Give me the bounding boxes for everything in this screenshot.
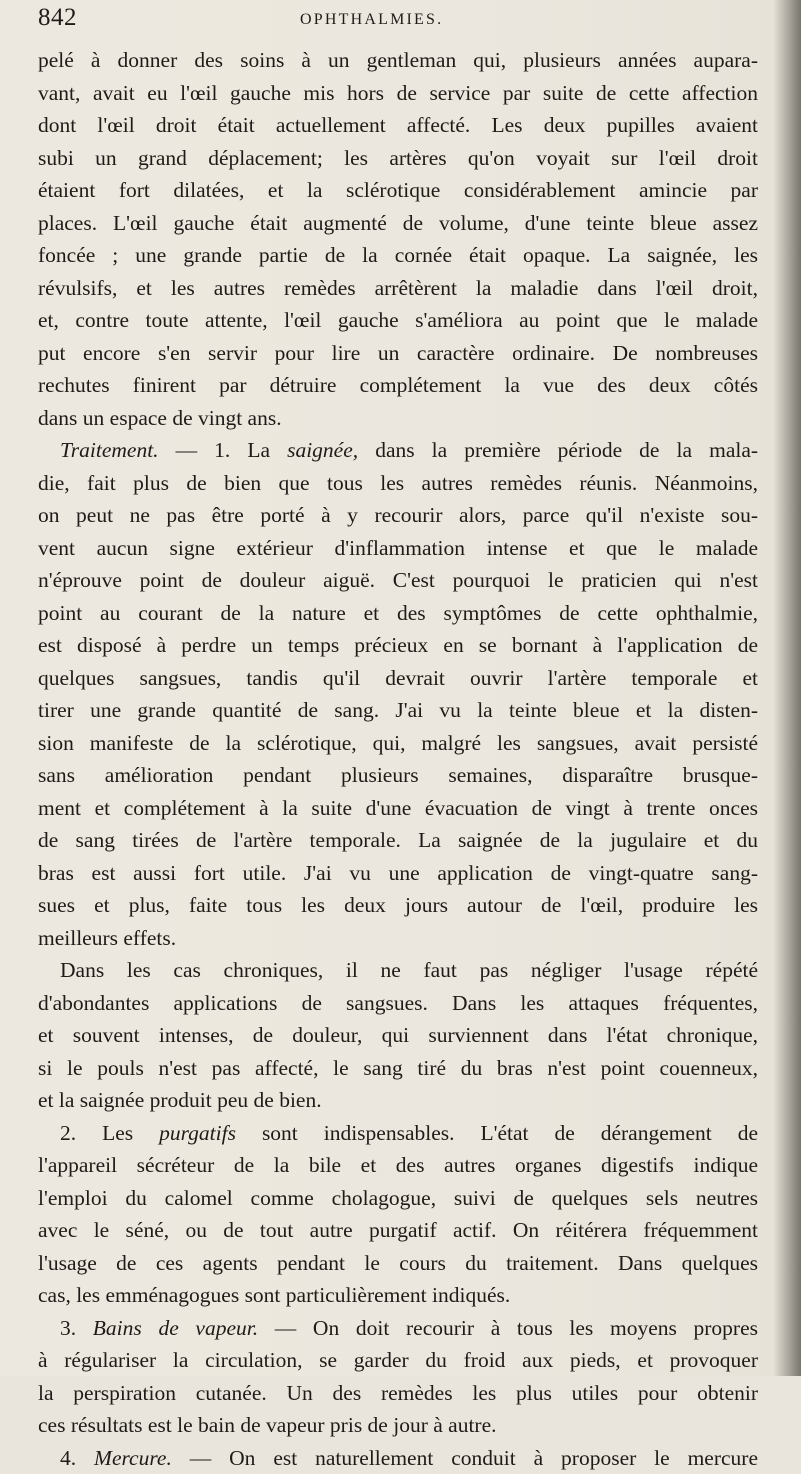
text-line: la perspiration cutanée. Un des remèdes les plus utiles pour obtenir (38, 1377, 758, 1410)
text-line: meilleurs effets. (38, 922, 758, 955)
text-line: avec le séné, ou de tout autre purgatif actif. On réitérera fréquemment (38, 1214, 758, 1247)
text-line: dont l'œil droit était actuellement affecté. Les deux pupilles avaient (38, 109, 758, 142)
text-line: Dans les cas chroniques, il ne faut pas négliger l'usage répété (38, 954, 758, 987)
text-line: vant, avait eu l'œil gauche mis hors de service par suite de cette affection (38, 77, 758, 110)
page-edge-shadow (773, 0, 801, 1376)
saignee-term: saignée, (287, 438, 358, 462)
mercure-term: Mercure. (94, 1446, 172, 1470)
text-line: places. L'œil gauche était augmenté de volume, d'une teinte bleue assez (38, 207, 758, 240)
text-line: dans un espace de vingt ans. (38, 402, 758, 435)
mercure-number: 4. (60, 1446, 76, 1470)
text-line: tirer une grande quantité de sang. J'ai vu la teinte bleue et la disten- (38, 694, 758, 727)
bains-term: Bains de vapeur. (93, 1316, 258, 1340)
text-line: put encore s'en servir pour lire un caractère ordinaire. De nombreuses (38, 337, 758, 370)
page-number: 842 (38, 4, 77, 32)
text-line: sues et plus, faite tous les deux jours autour de l'œil, produire les (38, 889, 758, 922)
body-text (38, 44, 758, 1474)
traitement-first-line: Traitement. — 1. La saignée, dans la première période de la mala- (38, 434, 758, 467)
text-line: ment et complétement à la suite d'une évacuation de vingt à trente onces (38, 792, 758, 825)
text-line: die, fait plus de bien que tous les autres remèdes réunis. Néanmoins, (38, 467, 758, 500)
text-line: sans amélioration pendant plusieurs semaines, disparaître brusque- (38, 759, 758, 792)
text-line: cas, les emménagogues sont particulièrement indiqués. (38, 1279, 758, 1312)
mercure-first-line (38, 1442, 758, 1474)
traitement-number: — 1. (176, 438, 231, 462)
text-line: vent aucun signe extérieur d'inflammation intense et que le malade (38, 532, 758, 565)
bains-number: 3. (60, 1316, 76, 1340)
text-line: l'appareil sécréteur de la bile et des autres organes digestifs indique (38, 1149, 758, 1182)
text-line: point au courant de la nature et des symptômes de cette ophthalmie, (38, 597, 758, 630)
text-line: si le pouls n'est pas affecté, le sang tiré du bras n'est point couenneux, (38, 1052, 758, 1085)
text-line: à régulariser la circulation, se garder du froid aux pieds, et provoquer (38, 1344, 758, 1377)
purgatifs-term: purgatifs (159, 1121, 236, 1145)
text-line: d'abondantes applications de sangsues. Dans les attaques fréquentes, (38, 987, 758, 1020)
page-header (38, 4, 761, 38)
bains-first-line (38, 1312, 758, 1345)
text-line: quelques sangsues, tandis qu'il devrait ouvrir l'artère temporale et (38, 662, 758, 695)
text-line: pelé à donner des soins à un gentleman qui, plusieurs années aupara- (38, 44, 758, 77)
text-line: l'usage de ces agents pendant le cours du traitement. Dans quelques (38, 1247, 758, 1280)
text-line: et souvent intenses, de douleur, qui surviennent dans l'état chronique, (38, 1019, 758, 1052)
traitement-heading: Traitement. (60, 438, 159, 462)
text-line: étaient fort dilatées, et la sclérotique considérablement amincie par (38, 174, 758, 207)
text-line: foncée ; une grande partie de la cornée était opaque. La saignée, les (38, 239, 758, 272)
text-line: et, contre toute attente, l'œil gauche s'améliora au point que le malade (38, 304, 758, 337)
text-line: on peut ne pas être porté à y recourir alors, parce qu'il n'existe sou- (38, 499, 758, 532)
text-line: et la saignée produit peu de bien. (38, 1084, 758, 1117)
purgatifs-number: 2. Les (60, 1121, 133, 1145)
text-line: ces résultats est le bain de vapeur pris de jour à autre. (38, 1409, 758, 1442)
text-line: bras est aussi fort utile. J'ai vu une application de vingt-quatre sang- (38, 857, 758, 890)
text-line: l'emploi du calomel comme cholagogue, suivi de quelques sels neutres (38, 1182, 758, 1215)
text-line: révulsifs, et les autres remèdes arrêtèrent la maladie dans l'œil droit, (38, 272, 758, 305)
text-line: subi un grand déplacement; les artères qu'on voyait sur l'œil droit (38, 142, 758, 175)
purgatifs-line-rest: sont indispensables. L'état de dérangement de (262, 1121, 758, 1145)
traitement-line-rest: dans la première période de la mala- (375, 438, 758, 462)
text-line: rechutes finirent par détruire complétement la vue des deux côtés (38, 369, 758, 402)
bains-line-rest: — On doit recourir à tous les moyens propres (275, 1316, 758, 1340)
running-head: OPHTHALMIES. (300, 11, 443, 29)
mercure-line-rest: — On est naturellement conduit à proposer le mercure (190, 1446, 758, 1470)
purgatifs-first-line (38, 1117, 758, 1150)
text-line: sion manifeste de la sclérotique, qui, malgré les sangsues, avait persisté (38, 727, 758, 760)
text-line: de sang tirées de l'artère temporale. La saignée de la jugulaire et du (38, 824, 758, 857)
text-line: n'éprouve point de douleur aiguë. C'est pourquoi le praticien qui n'est (38, 564, 758, 597)
text-line: est disposé à perdre un temps précieux en se bornant à l'application de (38, 629, 758, 662)
